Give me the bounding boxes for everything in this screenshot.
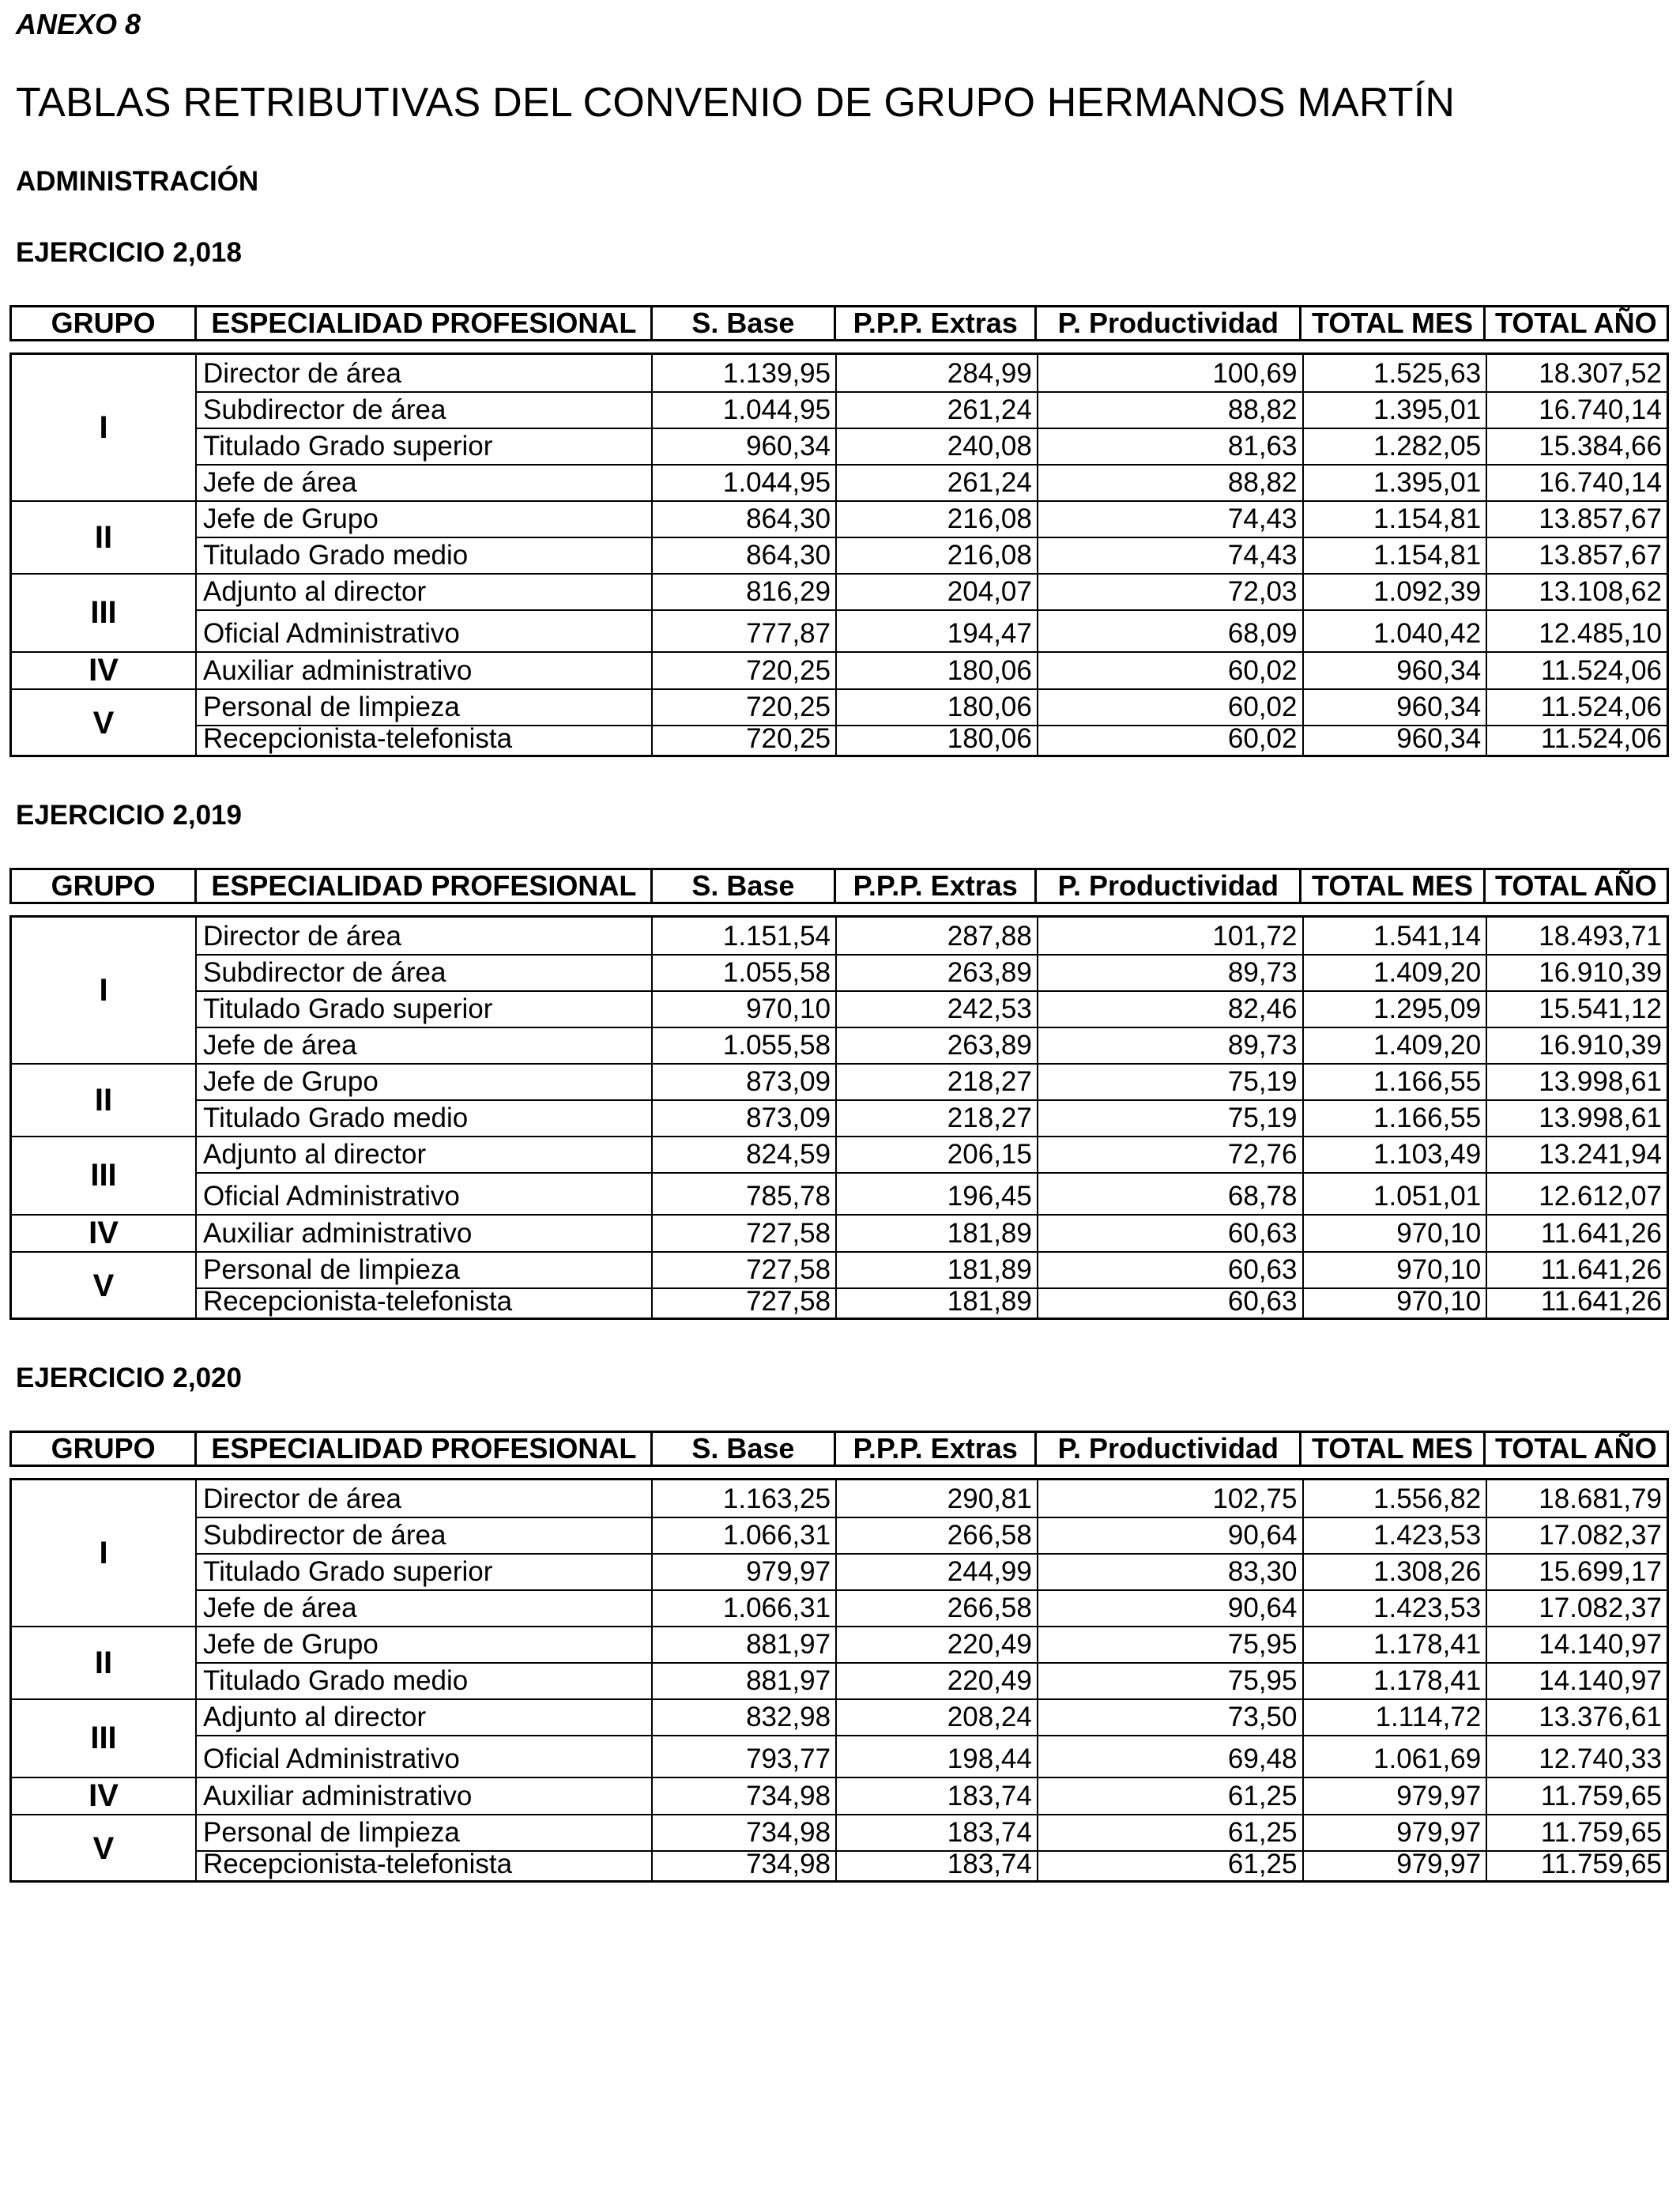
group-label: II — [12, 1063, 195, 1136]
header-s-base: S. Base — [650, 307, 834, 339]
table-row — [195, 1251, 1667, 1287]
cell-especialidad: Subdirector de área — [203, 394, 446, 425]
cell-s-base: 1.055,58 — [651, 1028, 835, 1063]
cell-p-productividad: 60,63 — [1037, 1289, 1302, 1319]
cell-p-productividad: 101,72 — [1037, 918, 1302, 954]
cell-total-mes: 1.409,20 — [1302, 956, 1486, 990]
cell-total-ano: 14.140,97 — [1486, 1664, 1667, 1698]
cell-s-base: 960,34 — [651, 429, 835, 464]
cell-total-mes: 1.525,63 — [1302, 355, 1486, 391]
annex-label: ANEXO 8 — [16, 8, 141, 40]
cell-total-ano: 11.641,26 — [1486, 1216, 1667, 1251]
cell-p-productividad: 75,19 — [1037, 1101, 1302, 1136]
cell-s-base: 873,09 — [651, 1065, 835, 1099]
table-row — [195, 1172, 1667, 1214]
cell-p-productividad: 60,02 — [1037, 690, 1302, 725]
group-label: I — [99, 409, 108, 445]
cell-especialidad: Titulado Grado superior — [203, 1556, 493, 1587]
header-grupo: GRUPO — [51, 870, 156, 902]
document-title: TABLAS RETRIBUTIVAS DEL CONVENIO DE GRUPO HERMANOS MARTÍN — [16, 80, 1456, 126]
cell-total-ano: 11.759,65 — [1486, 1778, 1667, 1814]
table-row — [195, 725, 1667, 756]
cell-s-base: 727,58 — [651, 1216, 835, 1251]
year-title: EJERCICIO 2,018 — [16, 237, 242, 268]
cell-total-mes: 1.541,14 — [1302, 918, 1486, 954]
header-ppp-extras: P.P.P. Extras — [834, 1433, 1034, 1465]
cell-s-base: 1.055,58 — [651, 956, 835, 990]
cell-p-productividad: 90,64 — [1037, 1518, 1302, 1553]
cell-p-productividad: 61,25 — [1037, 1852, 1302, 1882]
table-row — [195, 428, 1667, 464]
cell-total-mes: 1.308,26 — [1302, 1555, 1486, 1589]
cell-especialidad: Jefe de Grupo — [203, 1629, 379, 1660]
cell-p-productividad: 88,82 — [1037, 393, 1302, 428]
cell-total-mes: 1.166,55 — [1302, 1101, 1486, 1136]
cell-ppp-extras: 287,88 — [835, 918, 1037, 954]
cell-ppp-extras: 266,58 — [835, 1591, 1037, 1626]
table-row — [195, 954, 1667, 990]
cell-s-base: 864,30 — [651, 502, 835, 537]
table-row — [195, 1589, 1667, 1626]
cell-especialidad: Adjunto al director — [203, 1702, 427, 1732]
cell-especialidad: Oficial Administrativo — [203, 1744, 460, 1774]
cell-especialidad: Titulado Grado medio — [203, 540, 469, 571]
cell-total-mes: 970,10 — [1302, 1216, 1486, 1251]
cell-especialidad: Jefe de Grupo — [203, 1066, 379, 1097]
cell-especialidad: Subdirector de área — [203, 957, 446, 988]
cell-especialidad: Titulado Grado medio — [203, 1103, 469, 1133]
cell-p-productividad: 60,02 — [1037, 726, 1302, 756]
cell-s-base: 1.044,95 — [651, 466, 835, 500]
cell-ppp-extras: 240,08 — [835, 429, 1037, 464]
cell-s-base: 1.066,31 — [651, 1591, 835, 1626]
group-label: V — [12, 688, 195, 756]
cell-ppp-extras: 263,89 — [835, 1028, 1037, 1063]
cell-total-ano: 11.759,65 — [1486, 1852, 1667, 1882]
cell-total-ano: 13.998,61 — [1486, 1065, 1667, 1099]
cell-total-ano: 13.108,62 — [1486, 575, 1667, 609]
cell-especialidad: Personal de limpieza — [203, 692, 460, 722]
cell-ppp-extras: 263,89 — [835, 956, 1037, 990]
cell-total-ano: 15.384,66 — [1486, 429, 1667, 464]
cell-total-ano: 11.524,06 — [1486, 653, 1667, 688]
table-row — [195, 355, 1667, 391]
cell-ppp-extras: 218,27 — [835, 1065, 1037, 1099]
cell-p-productividad: 61,25 — [1037, 1815, 1302, 1850]
cell-s-base: 1.163,25 — [651, 1480, 835, 1517]
cell-p-productividad: 90,64 — [1037, 1591, 1302, 1626]
cell-ppp-extras: 183,74 — [835, 1815, 1037, 1850]
cell-s-base: 720,25 — [651, 653, 835, 688]
group-label: V — [12, 1814, 195, 1882]
header-p-productividad: P. Productividad — [1034, 307, 1299, 339]
cell-total-mes: 960,34 — [1302, 726, 1486, 756]
cell-p-productividad: 100,69 — [1037, 355, 1302, 391]
table-header-row — [9, 1431, 1669, 1467]
cell-ppp-extras: 218,27 — [835, 1101, 1037, 1136]
cell-p-productividad: 60,63 — [1037, 1216, 1302, 1251]
cell-total-ano: 12.612,07 — [1486, 1174, 1667, 1214]
group-label: III — [12, 1698, 195, 1777]
table-row — [195, 651, 1667, 688]
cell-s-base: 881,97 — [651, 1664, 835, 1698]
cell-ppp-extras: 206,15 — [835, 1137, 1037, 1172]
group-label: IV — [12, 1777, 195, 1814]
header-s-base: S. Base — [650, 1433, 834, 1465]
cell-ppp-extras: 261,24 — [835, 466, 1037, 500]
cell-especialidad: Auxiliar administrativo — [203, 1218, 473, 1249]
cell-especialidad: Director de área — [203, 1483, 401, 1514]
cell-total-ano: 17.082,37 — [1486, 1518, 1667, 1553]
table-row — [195, 1517, 1667, 1553]
header-ppp-extras: P.P.P. Extras — [834, 870, 1034, 902]
cell-especialidad: Recepcionista-telefonista — [203, 1852, 513, 1879]
cell-s-base: 785,78 — [651, 1174, 835, 1214]
cell-s-base: 970,10 — [651, 992, 835, 1027]
table-body — [9, 352, 1669, 757]
table-row — [195, 1626, 1667, 1662]
cell-ppp-extras: 261,24 — [835, 393, 1037, 428]
cell-total-mes: 979,97 — [1302, 1778, 1486, 1814]
cell-s-base: 1.139,95 — [651, 355, 835, 391]
header-total-ano: TOTAL AÑO — [1483, 1433, 1667, 1465]
group-label: IV — [12, 651, 195, 688]
table-row — [195, 1099, 1667, 1136]
cell-s-base: 1.044,95 — [651, 393, 835, 428]
cell-ppp-extras: 220,49 — [835, 1664, 1037, 1698]
table-row — [195, 990, 1667, 1027]
cell-total-ano: 11.641,26 — [1486, 1289, 1667, 1319]
cell-total-mes: 1.103,49 — [1302, 1137, 1486, 1172]
table-row — [195, 464, 1667, 500]
cell-ppp-extras: 204,07 — [835, 575, 1037, 609]
cell-total-mes: 1.423,53 — [1302, 1591, 1486, 1626]
cell-p-productividad: 89,73 — [1037, 1028, 1302, 1063]
cell-s-base: 1.151,54 — [651, 918, 835, 954]
cell-ppp-extras: 290,81 — [835, 1480, 1037, 1517]
cell-especialidad: Adjunto al director — [203, 576, 427, 607]
cell-s-base: 824,59 — [651, 1137, 835, 1172]
table-row — [195, 1735, 1667, 1777]
cell-total-ano: 13.998,61 — [1486, 1101, 1667, 1136]
header-total-ano: TOTAL AÑO — [1483, 870, 1667, 902]
group-label: I — [99, 972, 108, 1008]
table-row — [195, 609, 1667, 651]
cell-especialidad: Titulado Grado superior — [203, 993, 493, 1024]
cell-s-base: 734,98 — [651, 1852, 835, 1882]
cell-especialidad: Personal de limpieza — [203, 1254, 460, 1285]
cell-total-ano: 16.740,14 — [1486, 393, 1667, 428]
cell-p-productividad: 102,75 — [1037, 1480, 1302, 1517]
cell-s-base: 720,25 — [651, 726, 835, 756]
cell-total-ano: 11.759,65 — [1486, 1815, 1667, 1850]
table-row — [195, 1480, 1667, 1517]
cell-ppp-extras: 181,89 — [835, 1289, 1037, 1319]
cell-p-productividad: 68,78 — [1037, 1174, 1302, 1214]
cell-especialidad: Recepcionista-telefonista — [203, 726, 513, 754]
cell-total-mes: 1.092,39 — [1302, 575, 1486, 609]
cell-total-mes: 1.409,20 — [1302, 1028, 1486, 1063]
cell-especialidad: Oficial Administrativo — [203, 618, 460, 649]
cell-especialidad: Jefe de Grupo — [203, 503, 379, 534]
cell-total-ano: 16.910,39 — [1486, 1028, 1667, 1063]
cell-ppp-extras: 180,06 — [835, 726, 1037, 756]
cell-especialidad: Jefe de área — [203, 467, 357, 498]
cell-total-ano: 11.641,26 — [1486, 1253, 1667, 1287]
cell-total-mes: 1.395,01 — [1302, 466, 1486, 500]
cell-s-base: 816,29 — [651, 575, 835, 609]
cell-especialidad: Titulado Grado medio — [203, 1665, 469, 1696]
group-label: III — [12, 1136, 195, 1214]
cell-ppp-extras: 198,44 — [835, 1736, 1037, 1777]
cell-especialidad: Director de área — [203, 921, 401, 952]
cell-especialidad: Subdirector de área — [203, 1520, 446, 1551]
table-row — [195, 573, 1667, 609]
group-label: II — [12, 500, 195, 573]
group-label: I — [99, 1535, 108, 1570]
group-label: V — [12, 1251, 195, 1319]
cell-total-mes: 979,97 — [1302, 1815, 1486, 1850]
cell-total-ano: 18.307,52 — [1486, 355, 1667, 391]
cell-s-base: 734,98 — [651, 1815, 835, 1850]
cell-s-base: 873,09 — [651, 1101, 835, 1136]
table-row — [195, 1063, 1667, 1099]
cell-total-ano: 11.524,06 — [1486, 690, 1667, 725]
cell-total-ano: 15.699,17 — [1486, 1555, 1667, 1589]
cell-total-mes: 1.154,81 — [1302, 502, 1486, 537]
cell-especialidad: Auxiliar administrativo — [203, 1781, 473, 1811]
table-row — [195, 1662, 1667, 1698]
cell-total-mes: 960,34 — [1302, 653, 1486, 688]
cell-ppp-extras: 242,53 — [835, 992, 1037, 1027]
cell-total-ano: 13.376,61 — [1486, 1700, 1667, 1735]
cell-p-productividad: 72,76 — [1037, 1137, 1302, 1172]
table-row — [195, 1027, 1667, 1063]
cell-s-base: 734,98 — [651, 1778, 835, 1814]
cell-total-ano: 17.082,37 — [1486, 1591, 1667, 1626]
cell-total-ano: 18.681,79 — [1486, 1480, 1667, 1517]
cell-p-productividad: 88,82 — [1037, 466, 1302, 500]
cell-ppp-extras: 181,89 — [835, 1253, 1037, 1287]
cell-total-mes: 1.040,42 — [1302, 611, 1486, 651]
cell-especialidad: Auxiliar administrativo — [203, 655, 473, 686]
cell-s-base: 864,30 — [651, 538, 835, 573]
cell-p-productividad: 75,95 — [1037, 1664, 1302, 1698]
cell-ppp-extras: 183,74 — [835, 1778, 1037, 1814]
table-row — [195, 1214, 1667, 1251]
cell-p-productividad: 83,30 — [1037, 1555, 1302, 1589]
cell-ppp-extras: 181,89 — [835, 1216, 1037, 1251]
header-ppp-extras: P.P.P. Extras — [834, 307, 1034, 339]
cell-p-productividad: 61,25 — [1037, 1778, 1302, 1814]
cell-s-base: 727,58 — [651, 1253, 835, 1287]
cell-p-productividad: 72,03 — [1037, 575, 1302, 609]
cell-total-mes: 1.154,81 — [1302, 538, 1486, 573]
cell-especialidad: Recepcionista-telefonista — [203, 1289, 513, 1317]
table-row — [195, 1287, 1667, 1319]
cell-ppp-extras: 194,47 — [835, 611, 1037, 651]
cell-total-mes: 1.282,05 — [1302, 429, 1486, 464]
header-especialidad: ESPECIALIDAD PROFESIONAL — [194, 1433, 650, 1465]
cell-especialidad: Jefe de área — [203, 1030, 357, 1061]
header-p-productividad: P. Productividad — [1034, 1433, 1299, 1465]
cell-s-base: 832,98 — [651, 1700, 835, 1735]
cell-s-base: 777,87 — [651, 611, 835, 651]
year-title: EJERCICIO 2,019 — [16, 800, 242, 831]
header-total-mes: TOTAL MES — [1299, 870, 1482, 902]
cell-total-mes: 979,97 — [1302, 1852, 1486, 1882]
cell-p-productividad: 69,48 — [1037, 1736, 1302, 1777]
header-total-mes: TOTAL MES — [1299, 307, 1482, 339]
table-row — [195, 500, 1667, 537]
cell-total-ano: 14.140,97 — [1486, 1627, 1667, 1662]
table-row — [195, 1698, 1667, 1735]
cell-p-productividad: 73,50 — [1037, 1700, 1302, 1735]
cell-s-base: 979,97 — [651, 1555, 835, 1589]
header-total-ano: TOTAL AÑO — [1483, 307, 1667, 339]
cell-total-mes: 1.178,41 — [1302, 1627, 1486, 1662]
cell-total-mes: 1.395,01 — [1302, 393, 1486, 428]
cell-total-mes: 1.166,55 — [1302, 1065, 1486, 1099]
cell-especialidad: Titulado Grado superior — [203, 431, 493, 462]
cell-especialidad: Personal de limpieza — [203, 1817, 460, 1848]
cell-p-productividad: 75,95 — [1037, 1627, 1302, 1662]
cell-p-productividad: 75,19 — [1037, 1065, 1302, 1099]
cell-total-ano: 16.910,39 — [1486, 956, 1667, 990]
table-row — [195, 918, 1667, 954]
cell-ppp-extras: 180,06 — [835, 690, 1037, 725]
header-s-base: S. Base — [650, 870, 834, 902]
cell-ppp-extras: 284,99 — [835, 355, 1037, 391]
cell-ppp-extras: 208,24 — [835, 1700, 1037, 1735]
cell-ppp-extras: 180,06 — [835, 653, 1037, 688]
cell-p-productividad: 82,46 — [1037, 992, 1302, 1027]
cell-especialidad: Adjunto al director — [203, 1139, 427, 1170]
cell-especialidad: Oficial Administrativo — [203, 1181, 460, 1212]
cell-total-mes: 1.295,09 — [1302, 992, 1486, 1027]
table-body — [9, 1478, 1669, 1883]
cell-ppp-extras: 220,49 — [835, 1627, 1037, 1662]
cell-p-productividad: 74,43 — [1037, 502, 1302, 537]
cell-total-ano: 12.485,10 — [1486, 611, 1667, 651]
cell-ppp-extras: 266,58 — [835, 1518, 1037, 1553]
cell-total-mes: 1.556,82 — [1302, 1480, 1486, 1517]
cell-total-mes: 1.051,01 — [1302, 1174, 1486, 1214]
header-grupo: GRUPO — [51, 1433, 156, 1465]
cell-especialidad: Jefe de área — [203, 1593, 357, 1623]
cell-ppp-extras: 183,74 — [835, 1852, 1037, 1882]
table-header-row — [9, 305, 1669, 341]
cell-total-mes: 1.114,72 — [1302, 1700, 1486, 1735]
cell-total-ano: 13.241,94 — [1486, 1137, 1667, 1172]
cell-total-mes: 1.178,41 — [1302, 1664, 1486, 1698]
table-body — [9, 915, 1669, 1320]
table-row — [195, 537, 1667, 573]
year-title: EJERCICIO 2,020 — [16, 1363, 242, 1393]
cell-total-ano: 11.524,06 — [1486, 726, 1667, 756]
cell-p-productividad: 74,43 — [1037, 538, 1302, 573]
cell-total-mes: 970,10 — [1302, 1289, 1486, 1319]
cell-total-ano: 12.740,33 — [1486, 1736, 1667, 1777]
table-row — [195, 1136, 1667, 1172]
cell-s-base: 793,77 — [651, 1736, 835, 1777]
cell-total-ano: 15.541,12 — [1486, 992, 1667, 1027]
table-row — [195, 1777, 1667, 1814]
header-grupo: GRUPO — [51, 307, 156, 339]
header-p-productividad: P. Productividad — [1034, 870, 1299, 902]
table-row — [195, 688, 1667, 725]
cell-total-mes: 970,10 — [1302, 1253, 1486, 1287]
table-row — [195, 1814, 1667, 1850]
table-row — [195, 1850, 1667, 1882]
cell-especialidad: Director de área — [203, 358, 401, 389]
table-row — [195, 1553, 1667, 1589]
cell-total-ano: 13.857,67 — [1486, 502, 1667, 537]
table-row — [195, 391, 1667, 428]
cell-total-ano: 18.493,71 — [1486, 918, 1667, 954]
cell-s-base: 727,58 — [651, 1289, 835, 1319]
cell-total-ano: 13.857,67 — [1486, 538, 1667, 573]
group-label: III — [12, 573, 195, 651]
cell-total-mes: 960,34 — [1302, 690, 1486, 725]
table-header-row — [9, 868, 1669, 904]
cell-total-mes: 1.061,69 — [1302, 1736, 1486, 1777]
cell-ppp-extras: 196,45 — [835, 1174, 1037, 1214]
header-especialidad: ESPECIALIDAD PROFESIONAL — [194, 307, 650, 339]
cell-s-base: 720,25 — [651, 690, 835, 725]
cell-total-mes: 1.423,53 — [1302, 1518, 1486, 1553]
cell-s-base: 1.066,31 — [651, 1518, 835, 1553]
cell-p-productividad: 68,09 — [1037, 611, 1302, 651]
section-title: ADMINISTRACIÓN — [16, 166, 259, 197]
cell-total-ano: 16.740,14 — [1486, 466, 1667, 500]
cell-p-productividad: 60,63 — [1037, 1253, 1302, 1287]
header-especialidad: ESPECIALIDAD PROFESIONAL — [194, 870, 650, 902]
cell-ppp-extras: 244,99 — [835, 1555, 1037, 1589]
cell-ppp-extras: 216,08 — [835, 502, 1037, 537]
cell-p-productividad: 89,73 — [1037, 956, 1302, 990]
cell-p-productividad: 81,63 — [1037, 429, 1302, 464]
group-label: IV — [12, 1214, 195, 1251]
cell-ppp-extras: 216,08 — [835, 538, 1037, 573]
cell-s-base: 881,97 — [651, 1627, 835, 1662]
header-total-mes: TOTAL MES — [1299, 1433, 1482, 1465]
cell-p-productividad: 60,02 — [1037, 653, 1302, 688]
group-label: II — [12, 1626, 195, 1698]
